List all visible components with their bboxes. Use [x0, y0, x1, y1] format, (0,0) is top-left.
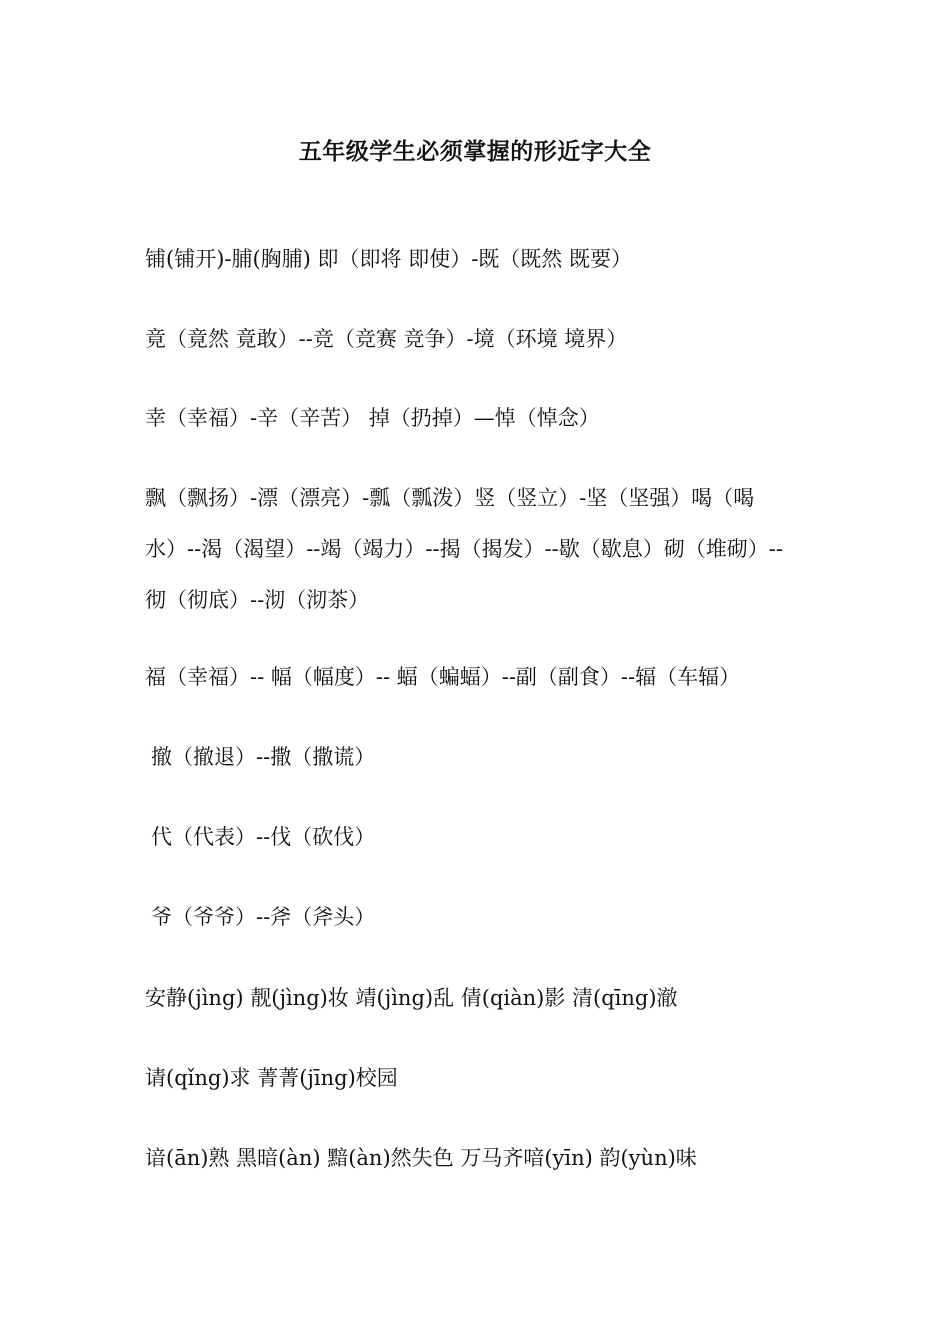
document-title: 五年级学生必须掌握的形近字大全 [298, 138, 652, 165]
text-line: 代（代表）--伐（砍伐） [151, 825, 376, 849]
text-line: 撤（撤退）--撒（撒谎） [151, 745, 376, 769]
text-line: 幸（幸福）-辛（辛苦） 掉（扔掉）—悼（悼念） [145, 406, 600, 430]
text-line: 福（幸福）-- 幅（幅度）-- 蝠（蝙蝠）--副（副食）--辐（车辐） [145, 665, 741, 689]
text-line: 安静(jìng) 靓(jìng)妆 靖(jìng)乱 倩(qiàn)影 清(qīng)澈 [145, 986, 678, 1010]
text-line: 铺(铺开)-脯(胸脯) 即（即将 即使）-既（既然 既要） [145, 247, 632, 271]
paragraph-line: 水）--渴（渴望）--竭（竭力）--揭（揭发）--歇（歇息）砌（堆砌）-- [145, 537, 783, 561]
text-line: 请(qǐng)求 菁菁(jīng)校园 [145, 1066, 398, 1090]
text-line: 爷（爷爷）--斧（斧头） [151, 905, 376, 929]
text-line: 谙(ān)熟 黑暗(àn) 黯(àn)然失色 万马齐喑(yīn) 韵(yùn)味 [145, 1146, 697, 1170]
text-line: 竟（竟然 竟敢）--竞（竞赛 竞争）-境（环境 境界） [145, 327, 628, 351]
text-paragraph [145, 485, 825, 638]
paragraph-line: 彻（彻底）--沏（沏茶） [145, 588, 370, 612]
paragraph-line: 飘（飘扬）-漂（漂亮）-瓢（瓢泼）竖（竖立）-坚（坚强）喝（喝 [145, 486, 755, 510]
